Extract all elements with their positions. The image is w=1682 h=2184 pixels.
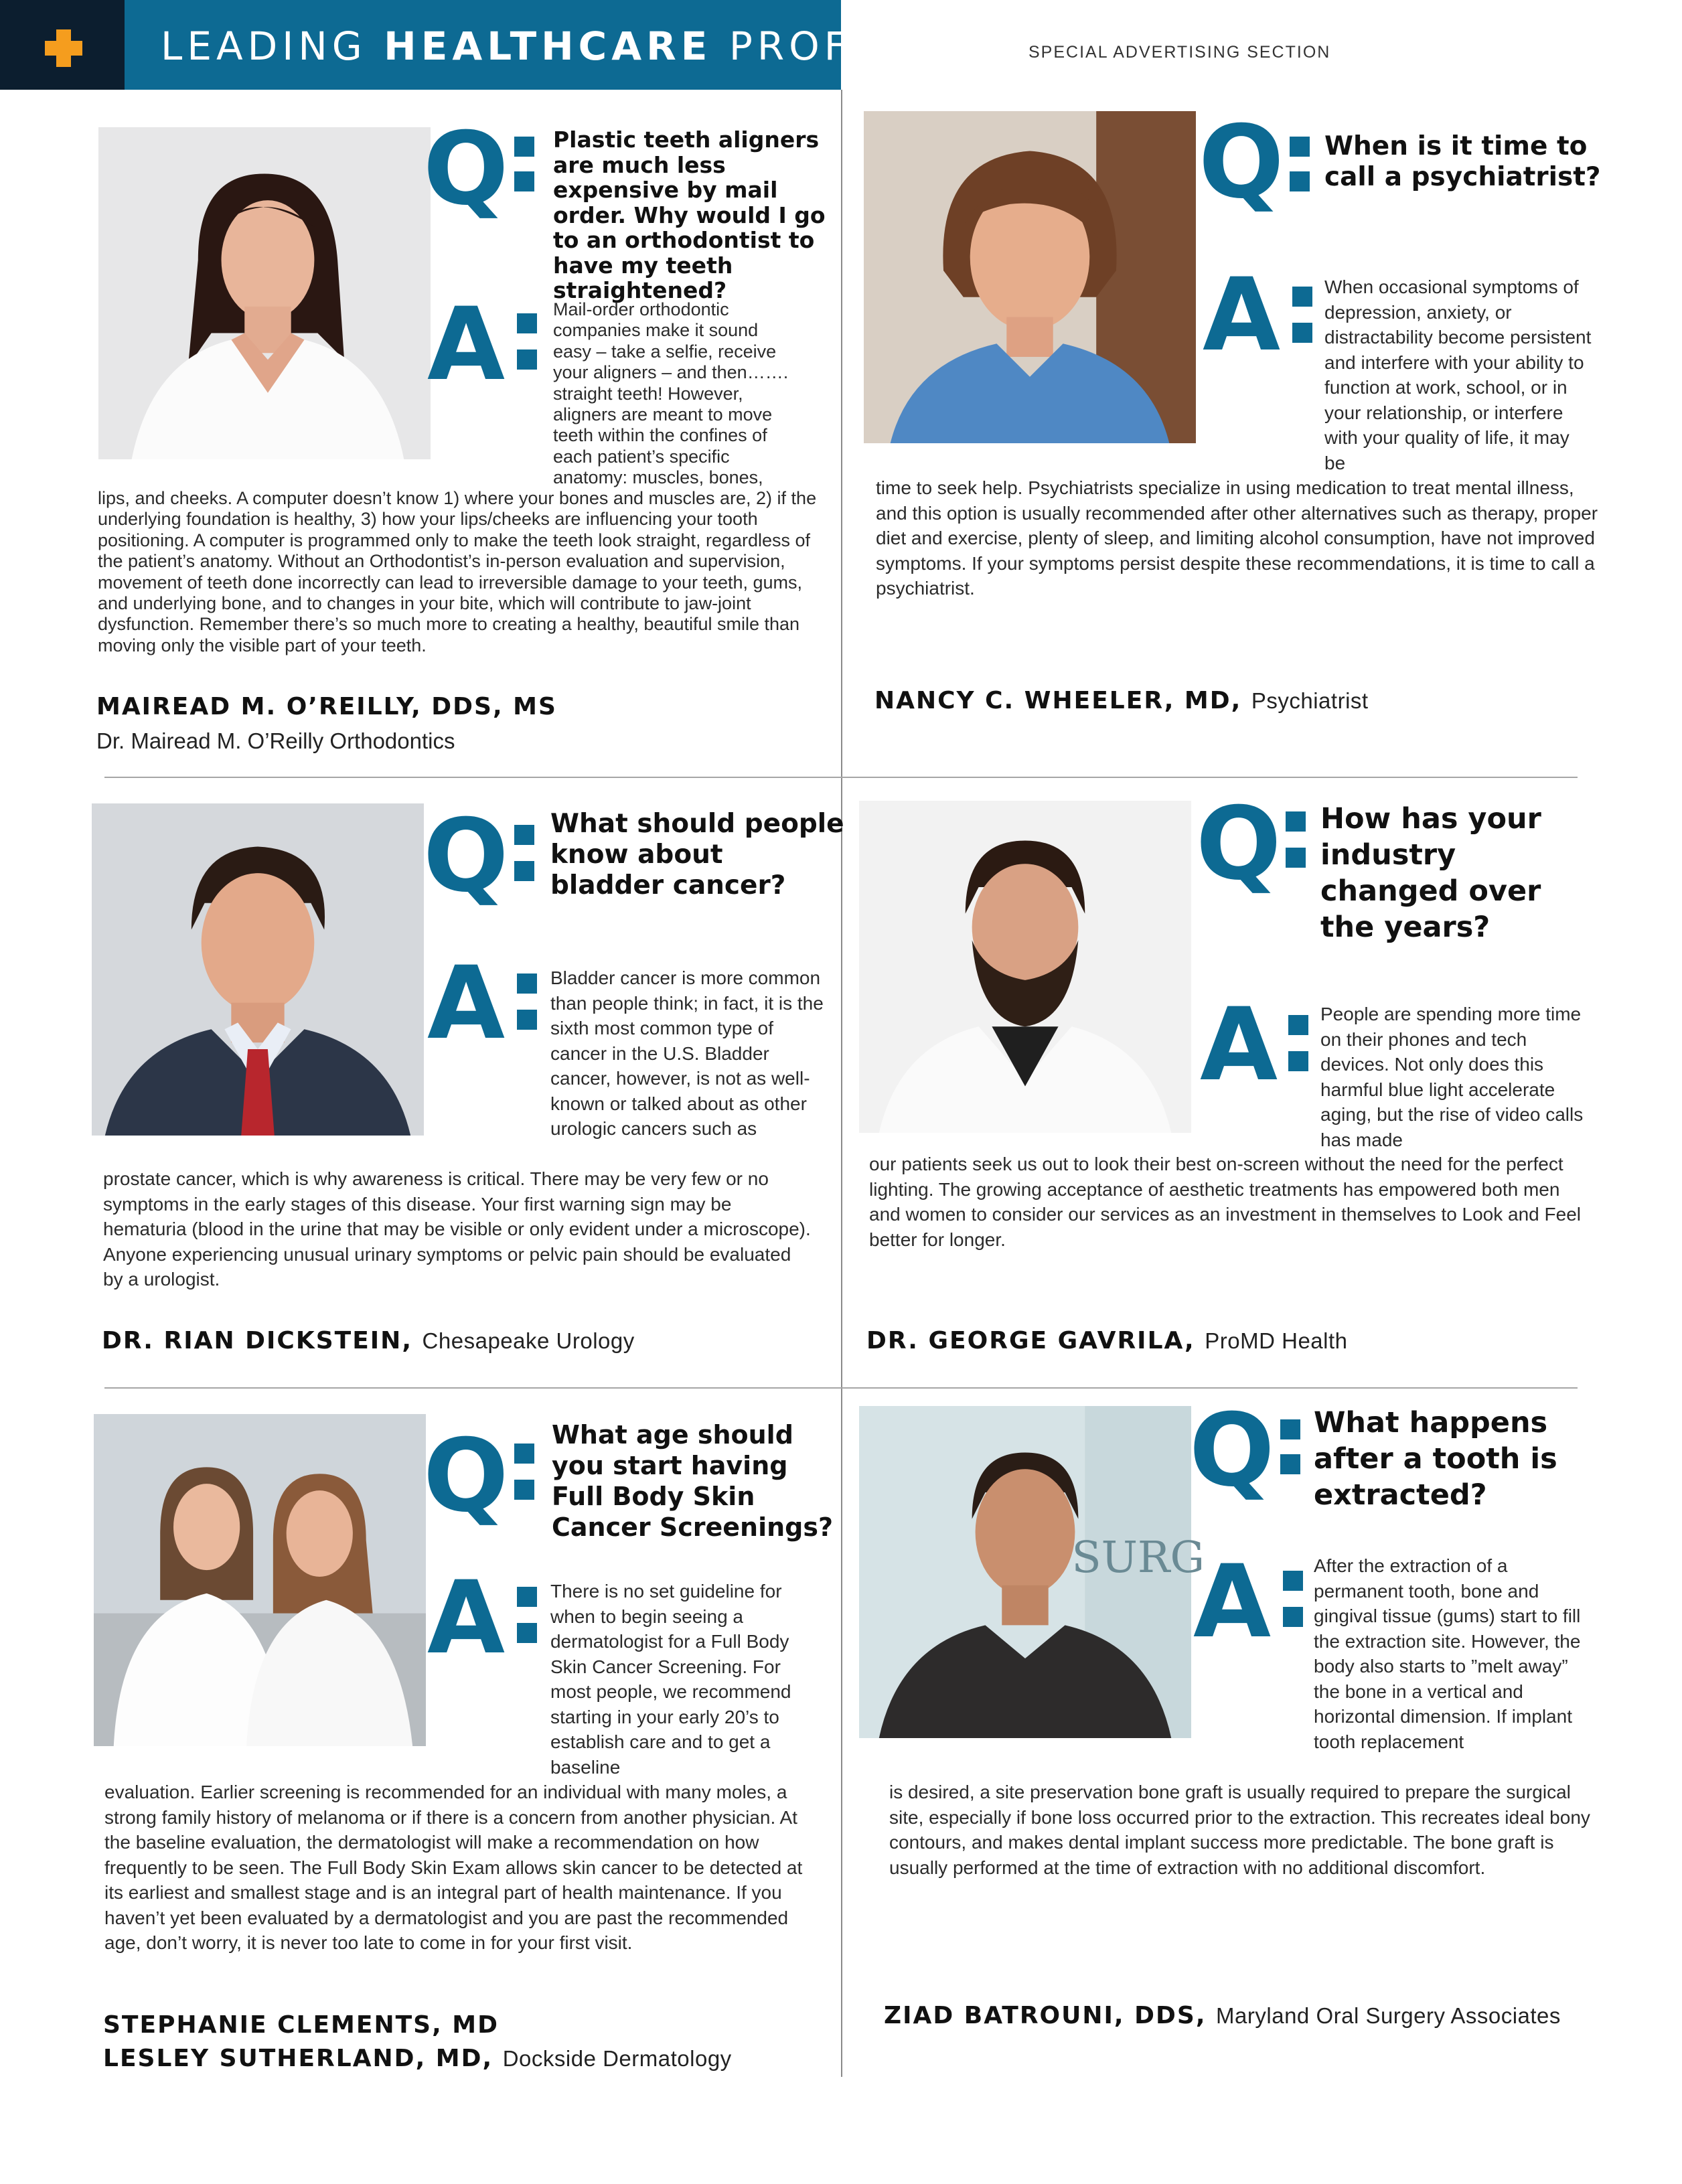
header-title xyxy=(161,23,1111,70)
question-text: When is it time to call a psychiatrist? xyxy=(1324,131,1601,192)
a-colon-bottom xyxy=(1283,1607,1303,1627)
doctor-name: ZIAD BATROUNI, DDS, xyxy=(884,2002,1207,2029)
doctor-name-line xyxy=(102,1327,635,1354)
q-colon-top xyxy=(1290,137,1310,157)
answer-rest: lips, and cheeks. A computer doesn’t know 1) where your bones and muscles are, 2) if the underlying foundation is healthy, 3) how your lips/cheeks are influencing your tooth positioning. A computer is programmed only to make the teeth look straight, regardless of the patient’s anatomy. Without an Orthodontist’s in-person evaluation and supervision, movement of teeth done incorrectly can lead to irreversible damage to your teeth, gums, and underlying bone, and to changes in your bite, which will contribute to jaw-joint dysfunction. Remember there’s so much more to creating a healthy, beautiful smile than moving only the visible part of your teeth. xyxy=(98,488,817,655)
doctor-name: DR. RIAN DICKSTEIN, xyxy=(102,1327,412,1354)
answer-rest: is desired, a site preservation bone graft is usually required to prepare the surgical site, especially if bone loss occurred prior to the extraction. This recreates ideal bony contours, and makes dental implant success more predictable. The bone graft is usually performed at the time of extraction with no additional discomfort. xyxy=(889,1782,1590,1878)
doctor-name-line xyxy=(884,2002,1561,2029)
question-text: What age should you start having Full Body Skin Cancer Screenings? xyxy=(552,1420,834,1542)
title-bold: HEALTHCARE xyxy=(384,23,712,69)
q-colon-top xyxy=(514,137,534,157)
q-colon-top xyxy=(514,825,534,845)
doctor-photo xyxy=(859,801,1191,1133)
q-colon-top xyxy=(514,1444,534,1464)
doctors-photo xyxy=(94,1414,426,1746)
row-divider-2 xyxy=(104,1387,1578,1389)
q-colon-bottom xyxy=(514,861,534,881)
column-divider xyxy=(841,90,842,2077)
answer-wrap: When occasional symptoms of depression, anxiety, or distractability become persistent and interfere with your ability to function at work, school, or in your relationship, or interfere with your quality of life, it may be xyxy=(1324,277,1592,473)
question-text: How has your industry changed over the years? xyxy=(1320,802,1541,944)
doctor-affiliation: Chesapeake Urology xyxy=(422,1328,635,1353)
row-divider-1 xyxy=(104,777,1578,778)
a-colon-bottom xyxy=(1292,323,1312,343)
a-colon-top xyxy=(1283,1571,1303,1591)
a-colon-top xyxy=(517,973,537,994)
question-text: What happens after a tooth is extracted? xyxy=(1314,1406,1557,1512)
q-colon-bottom xyxy=(514,1480,534,1500)
a-colon-top xyxy=(1292,287,1312,307)
a-colon-bottom xyxy=(517,349,537,370)
q-colon-bottom xyxy=(1280,1454,1300,1474)
a-colon-bottom xyxy=(517,1623,537,1643)
q-letter: Q xyxy=(423,798,505,915)
q-colon-bottom xyxy=(514,171,534,191)
a-letter: A xyxy=(1193,1544,1268,1660)
doctor-name-2: LESLEY SUTHERLAND, MD, xyxy=(103,2045,493,2072)
a-colon-top xyxy=(517,313,537,333)
doctor-name-line xyxy=(866,1327,1348,1354)
answer-wrap: After the extraction of a permanent tooth, bone and gingival tissue (gums) start to fill the extraction site. However, the body also starts to ”melt away” the bone in a vertical and horizontal dimension. If implant tooth replacement xyxy=(1314,1555,1581,1752)
question-text: What should people know about bladder cancer? xyxy=(550,809,844,901)
section-tag: SPECIAL ADVERTISING SECTION xyxy=(1028,43,1331,62)
title-pre: LEADING xyxy=(161,23,367,69)
a-colon-bottom xyxy=(1288,1051,1308,1071)
doctor-photo xyxy=(92,803,424,1136)
doctor-name: NANCY C. WHEELER, MD, xyxy=(874,687,1242,714)
answer-rest: evaluation. Earlier screening is recommended for an individual with many moles, a strong family history of melanoma or if there is a concern from another physician. At the baseline evaluation, the dermatologist will make a recommendation on how frequently to be seen. The Full Body Skin Exam allows skin cancer to be detected at its earliest and smallest stage and is an integral part of health maintenance. If you haven’t yet been evaluated by a dermatologist and you are past the recommended age, don’t worry, it is never too late to come in for your first visit. xyxy=(104,1782,803,1953)
title-post: PROFESSIONALS xyxy=(729,23,1112,69)
doctor-affiliation: ProMD Health xyxy=(1205,1328,1348,1353)
doctor-name: MAIREAD M. O’REILLY, DDS, MS xyxy=(96,693,557,720)
doctor-photo xyxy=(864,111,1196,443)
q-colon-bottom xyxy=(1286,848,1306,868)
answer-wrap: People are spending more time on their phones and tech devices. Not only does this harmful blue light accelerate aging, but the rise of video calls has made xyxy=(1320,1004,1584,1150)
doctor-photo xyxy=(859,1406,1205,1738)
question-text: Plastic teeth aligners are much less expensive by mail order. Why would I go to an orthodontist to have my teeth straightened? xyxy=(553,127,826,303)
header-plus-box xyxy=(0,0,125,90)
doctor-affiliation: Psychiatrist xyxy=(1251,688,1369,713)
a-letter: A xyxy=(427,287,502,403)
doctor-name-line xyxy=(874,687,1369,714)
q-letter: Q xyxy=(423,1418,505,1535)
a-letter: A xyxy=(427,1560,502,1676)
answer-rest: our patients seek us out to look their best on-screen without the need for the perfect lighting. The growing acceptance of aesthetic treatments has empowered both men and women to consider our services as an investment in themselves to Look and Feel better for longer. xyxy=(869,1154,1582,1250)
q-letter: Q xyxy=(1199,104,1280,221)
q-colon-bottom xyxy=(1290,171,1310,191)
a-letter: A xyxy=(1203,257,1277,374)
doctor-name-line-2 xyxy=(103,2045,732,2072)
answer-rest: time to seek help. Psychiatrists specialize in using medication to treat mental illness, and this option is usually recommended after other alternatives such as therapy, proper diet and exercise, plenty of sleep, and limiting alcohol consumption, have not improved symptoms. If your symptoms persist despite these recommendations, it is time to call a psychiatrist. xyxy=(876,477,1598,599)
q-colon-top xyxy=(1286,811,1306,832)
q-colon-top xyxy=(1280,1419,1300,1439)
answer-rest: prostate cancer, which is why awareness is critical. There may be very few or no symptoms in the early stages of this disease. Your first warning sign may be hematuria (blood in the urine that may be visible or only evident under a microscope). Anyone experiencing unusual urinary symptoms or pelvic pain should be evaluated by a urologist. xyxy=(103,1168,811,1290)
a-letter: A xyxy=(1200,987,1274,1103)
q-letter: Q xyxy=(423,111,505,228)
doctor-affiliation: Dr. Mairead M. O’Reilly Orthodontics xyxy=(96,728,455,753)
answer-wrap: Mail-order orthodontic companies make it sound easy – take a selfie, receive your aligners – and then……. straight teeth! However, aligners are meant to move teeth within the confines of each patient’s specific anatomy: muscles, bones, xyxy=(553,299,789,488)
q-letter: Q xyxy=(1189,1393,1271,1509)
doctor-photo xyxy=(98,127,431,459)
a-colon-top xyxy=(517,1587,537,1607)
answer-wrap: Bladder cancer is more common than people think; in fact, it is the sixth most common type of cancer in the U.S. Bladder cancer, however, is not as well-known or talked about as other urologic cancers such as xyxy=(550,967,824,1139)
a-letter: A xyxy=(427,945,502,1062)
doctor-affiliation: Maryland Oral Surgery Associates xyxy=(1216,2003,1561,2028)
clinic-sign: SURG xyxy=(1071,1533,1205,1583)
doctor-affiliation: Dockside Dermatology xyxy=(502,2046,732,2071)
q-letter: Q xyxy=(1196,786,1278,903)
doctor-name-1: STEPHANIE CLEMENTS, MD xyxy=(103,2011,499,2039)
a-colon-bottom xyxy=(517,1010,537,1030)
answer-wrap: There is no set guideline for when to begin seeing a dermatologist for a Full Body Skin Cancer Screening. For most people, we recommend starting in your early 20’s to establish care and to get a baseline xyxy=(550,1581,791,1778)
doctor-name: DR. GEORGE GAVRILA, xyxy=(866,1327,1195,1354)
a-colon-top xyxy=(1288,1015,1308,1035)
